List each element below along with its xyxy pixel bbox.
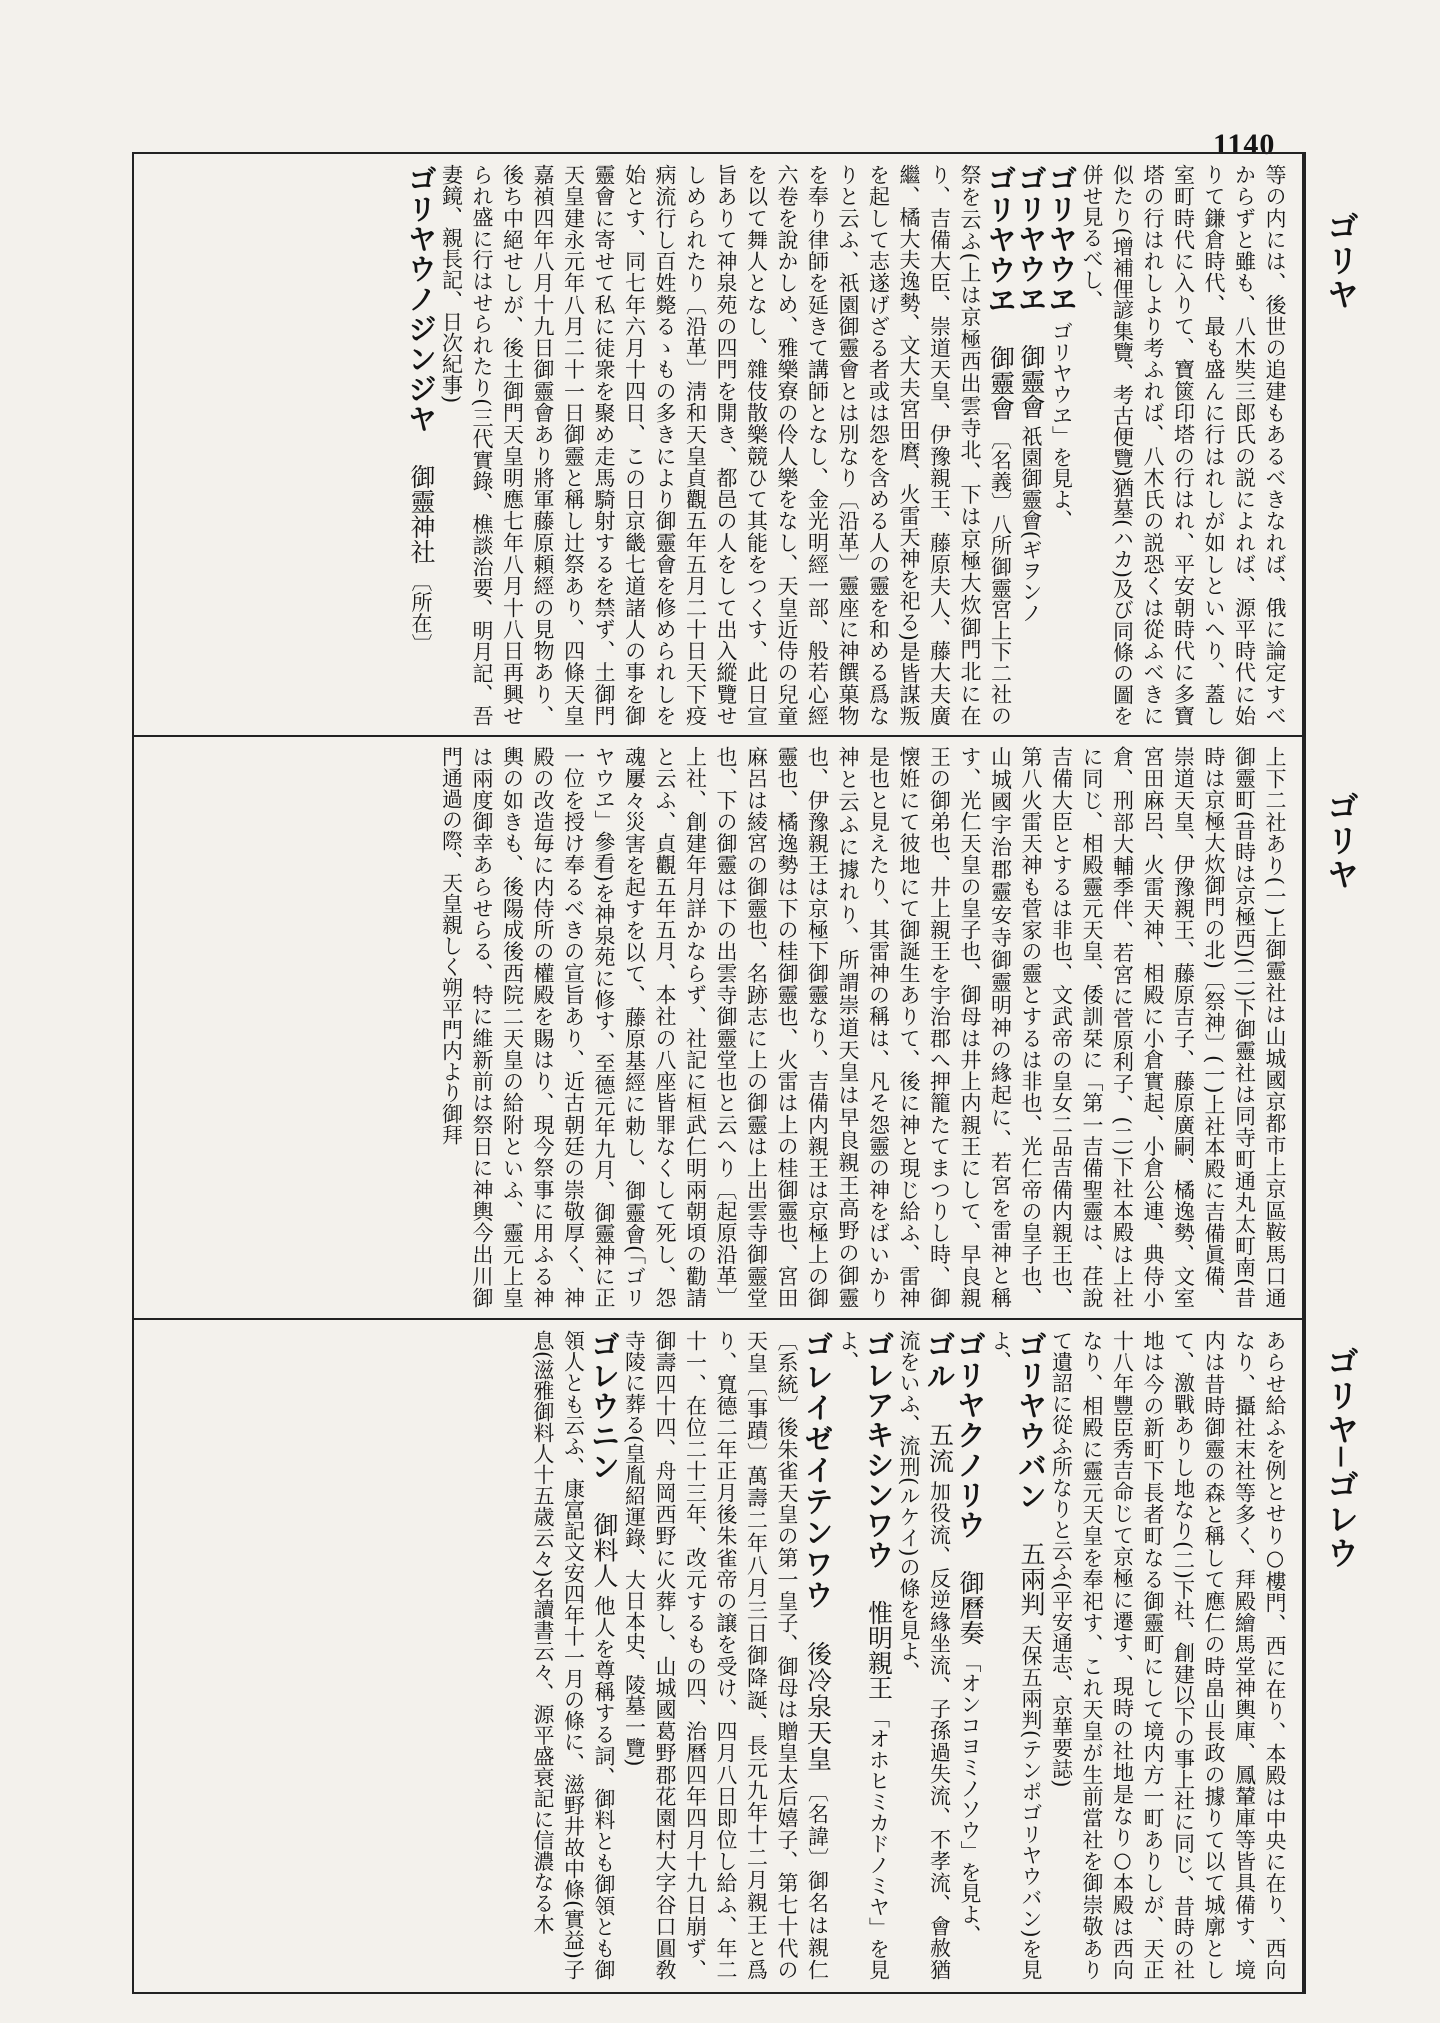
entry-kanji: 五流 bbox=[925, 1421, 955, 1474]
entry-paragraph bbox=[436, 164, 1016, 726]
entry-text: 「オンコヨミノソウ」を見よ、 bbox=[958, 1651, 982, 1946]
section-middle bbox=[140, 746, 1290, 1308]
entry-kanji: 御靈會 bbox=[1017, 344, 1046, 419]
entry-kanji: 御靈會 bbox=[986, 345, 1016, 422]
entry-text: 他人を尊稱する詞、御料とも御領とも御領人とも云ふ、康富記文安四年十一月の條に、滋野井故中條(實益)子息(滋雅御料人十五歳云々)名讀書云々、源平盛衰記に信濃なる木 bbox=[531, 1330, 616, 1980]
entry-text: 〔名諱〕御名は親仁〔系統〕後朱雀天皇の第一皇子、御母は贈皇太后嬉子、第七十代の天皇〔事蹟〕萬壽二年八月三日御降誕、長元九年十二月親王と爲り、寬德二年正月後朱雀帝の譲を受け、四月八日即位し給ふ、年二十一、在位二十三年、改元するもの四、治曆四年四月十九日崩ず、御壽四十四、舟岡西野に火葬し、山城國葛野郡花園村大字谷口圓敎寺陵に葬る(皇胤紹運錄、大日本史、陵墓一覽) bbox=[622, 1330, 830, 1980]
section-top bbox=[140, 164, 1290, 726]
entry-headword: ゴリヤクノリウ bbox=[953, 1330, 987, 1540]
entry-text: 上下二社あり(一)上御靈社は山城國京都市上京區鞍馬口通御靈町(昔時は京極西)(二)下御靈社は同寺町通丸太町南(昔時は京極大炊御門の北)〔祭神〕(一)上社本殿に吉備眞備、崇道天皇、伊豫親王、藤原吉子、藤原廣嗣、橘逸勢、文室宮田麻呂、火雷天神、相殿に小倉實起、小倉公連、典侍小倉、刑部大輔季伴、若宮に菅原利子、(二)下社本殿は上社に同じ、相殿靈元天皇、倭訓栞に「第一吉備聖靈は、荏說吉備大臣とするは非也、文武帝の皇女二品吉備内親王也、第八火雷天神も菅家の靈とするは非也、光仁帝の皇子也、山城國宇治郡靈安寺御靈明神の緣起に、若宮を雷神と稱す、光仁天皇の皇子也、御母は井上内親王にして、早良親王の御弟也、井上親王を宇治郡へ押籠たてまつりし時、御懐姙にて彼地にて御誕生ありて、後に神と現じ給ふ、雷神是也と見えたり、其雷神の稱は、凡そ怨靈の神をばいかり神と云ふに據れり、所謂崇道天皇は早良親王高野の御靈也、伊豫親王は京極下御靈なり、吉備内親王は京極上の御靈也、橘逸勢は下の桂御靈也、火雷は上の桂御靈也、宮田麻呂は綾宮の御靈也、名跡志に上の御靈は上出雲寺御靈堂也、下の御靈は下の出雲寺御靈堂也と云へり〔起原沿革〕上社、創建年月詳かならず、社記に桓武仁明兩朝頃の勸請と云ふ、貞觀五年五月、本社の八座皆罪なくして死し、怨魂屢々災害を起すを以て、藤原基經に勅し、御靈會(「ゴリヤウヱ」參看)を神泉苑に修す、至德元年九月、御靈神に正一位を授け奉るべきの宣旨あり、近古朝廷の崇敬厚く、神殿の改造毎に内侍所の權殿を賜はり、現今祭事に用ふる神輿の如きも、後陽成後西院二天皇の給附といふ、靈元上皇は兩度御幸あらせらる、特に維新前は祭日に神輿今出川御門通過の際、天皇親しく朔平門内より御拜 bbox=[439, 746, 1287, 1308]
rule-top bbox=[132, 735, 1306, 737]
section-bottom bbox=[140, 1330, 1290, 1980]
entry-paragraph bbox=[1046, 164, 1077, 726]
entry-text: 天保五兩判(テンポゴリヤウバン)を見よ、 bbox=[988, 1330, 1043, 1980]
running-header-bottom: ゴリヤ─ゴレウ bbox=[1322, 1345, 1360, 1571]
entry-kanji: 後冷泉天皇 bbox=[803, 1641, 833, 1773]
entry-paragraph bbox=[1046, 1330, 1290, 1980]
entry-paragraph bbox=[528, 1330, 620, 1980]
running-header-middle: ゴリヤ bbox=[1322, 790, 1360, 892]
entry-kanji: 五兩判 bbox=[1017, 1541, 1046, 1617]
entry-text: あらせ給ふを例とせり○樓門、西に在り、本殿は中央に在り、西向なり、攝社末社等多く、拜殿繪馬堂神輿庫、鳳輦庫等皆具備す、境内は昔時御靈の森と稱して應仁の時畠山長政の據りて以て城廓として、激戰ありし地なり(二)下社、創建以下の事上社に同じ、昔時の社地は今の新町下長者町なる御靈町にして境内方一町ありしが、天正十八年豐臣秀吉命じて京極に遷す、現時の社地是なり○本殿は西向なり、相殿に靈元天皇を奉祀す、これ天皇が生前當社を御崇敬ありて遺詔に從ふ所なりと云ふ(平安通志、京華要誌) bbox=[1049, 1330, 1287, 1980]
entry-text: 「オホヒミカドノミヤ」を見よ、 bbox=[836, 1330, 891, 1980]
entry-headword: ゴレイゼイテンワウ bbox=[800, 1330, 835, 1612]
entry-text: 〔所在〕 bbox=[409, 570, 433, 655]
rule-bottom bbox=[132, 1318, 1306, 1320]
entry-paragraph bbox=[1016, 164, 1047, 726]
entry-text: 〔名義〕八所御靈宮上下二社の祭を云ふ(上は京極西出雲寺北、下は京極大炊御門北に在り、吉備大臣、崇道天皇、伊豫親王、藤原夫人、藤大夫廣繼、橘大夫逸勢、文大夫宮田麿、火雷天神を祀る)是皆謀叛を起して志遂げざる者或は怨を含める人の靈を和める爲なりと云ふ、祇園御靈會とは別なり〔沿革〕靈座に神饌菓物を奉り律師を延きて講師となし、金光明經一部、般若心經六卷を說かしめ、雅樂寮の伶人樂をなし、天皇近侍の兒童を以て舞人となし、雜伎散樂競ひて其能をつくす、此日宣旨ありて神泉苑の四門を開き、都邑の人をして出入縱覽せしめられたり〔沿革〕淸和天皇貞觀五年五月二十日天下疫病流行し百姓斃るゝもの多きにより御靈會を修められしを始とす、同七年六月十四日、この日京畿七道諸人の事を御靈會に寄せて私に徒衆を聚め走馬騎射するを禁ず、土御門天皇建永元年八月二十一日御靈と稱し辻祭あり、四條天皇嘉禎四年八月十九日御靈會あり將軍藤原頼經の見物あり、後ち中絕せしが、後土御門天皇明應七年八月十八日再興せられ盛に行はせられたり(三代實錄、樵談治要、明月記、吾妻鏡、親長記、日次紀事) bbox=[439, 164, 1013, 726]
running-header-top: ゴリヤ bbox=[1322, 210, 1360, 312]
entry-paragraph bbox=[1077, 164, 1291, 726]
gutter-rule bbox=[1302, 152, 1304, 1992]
entry-text: 祇園御靈會(ギヲンノ bbox=[1019, 425, 1043, 623]
page-number: 1140 bbox=[1213, 128, 1276, 161]
entry-paragraph bbox=[894, 1330, 955, 1980]
entry-headword: ゴリヤウヱ bbox=[1044, 164, 1079, 314]
entry-text: 等の内には、後世の追建もあるべきなれば、俄に論定すべからずと雖も、八木奘三郎氏の説によれば、源平時代に始りて鎌倉時代、最も盛んに行はれしが如しといへり、蓋し室町時代に入りて、寶篋印塔の行はれ、平安朝時代に多寶塔の行はれしより考ふれば、八木氏の説恐くは從ふべきに似たり(增補俚諺集覽、考古便覽)猶墓(ハカ)及び同條の圖を併せ見るべし、 bbox=[1080, 164, 1287, 726]
entry-text: 加役流、反逆緣坐流、子孫過失流、不孝流、會赦猶流をいふ、流刑(ルケイ)の條を見よ、 bbox=[897, 1330, 952, 1980]
entry-paragraph bbox=[406, 164, 437, 726]
entry-paragraph bbox=[985, 1330, 1046, 1980]
entry-paragraph bbox=[955, 1330, 986, 1980]
entry-paragraph bbox=[833, 1330, 894, 1980]
entry-headword: ゴル bbox=[922, 1330, 957, 1392]
entry-kanji: 惟明親王 bbox=[864, 1600, 894, 1701]
entry-headword: ゴレアキシンワウ bbox=[861, 1330, 896, 1571]
entry-kanji: 御料人 bbox=[590, 1511, 619, 1589]
entry-headword: ゴリヤウヱ bbox=[1014, 164, 1048, 314]
entry-kanji: 御曆奏 bbox=[956, 1570, 985, 1645]
entry-headword: ゴリヤウノジンジヤ bbox=[404, 164, 438, 434]
entry-kanji: 御靈神社 bbox=[407, 464, 436, 564]
entry-paragraph bbox=[436, 746, 1290, 1308]
entry-headword: ゴレウニン bbox=[587, 1330, 621, 1482]
entry-headword: ゴリヤウヱ bbox=[983, 164, 1018, 316]
entry-text: ゴリヤウヱ」を見よ、 bbox=[1049, 320, 1074, 531]
entry-headword: ゴリヤウバン bbox=[1014, 1330, 1048, 1512]
entry-paragraph bbox=[619, 1330, 833, 1980]
